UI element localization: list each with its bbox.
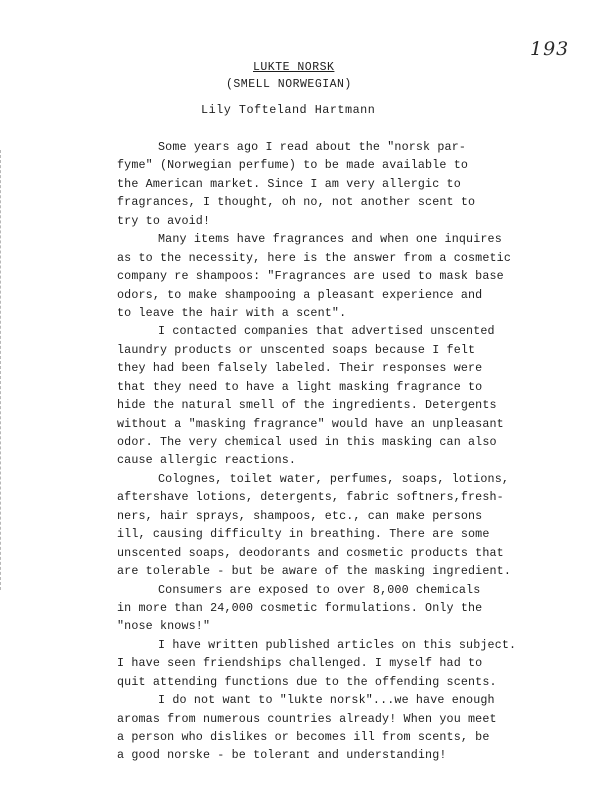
binder-mark bbox=[0, 150, 6, 590]
body-line: aromas from numerous countries already! When you meet bbox=[117, 711, 497, 726]
body-text bbox=[117, 138, 517, 765]
body-line: as to the necessity, here is the answer from a cosmetic bbox=[117, 250, 511, 265]
body-line: ill, causing difficulty in breathing. There are some bbox=[117, 527, 490, 542]
body-line: I contacted companies that advertised unscented bbox=[158, 324, 495, 339]
body-line: a good norske - be tolerant and understanding! bbox=[117, 748, 447, 763]
body-line: quit attending functions due to the offending scents. bbox=[117, 674, 497, 689]
document-title: LUKTE NORSK bbox=[253, 61, 335, 74]
body-line: Consumers are exposed to over 8,000 chemicals bbox=[158, 582, 481, 597]
body-line: laundry products or unscented soaps because I felt bbox=[117, 342, 476, 357]
body-line: Colognes, toilet water, perfumes, soaps, lotions, bbox=[158, 471, 510, 486]
body-line: fyme" (Norwegian perfume) to be made available to bbox=[117, 158, 469, 173]
body-line: hide the natural smell of the ingredients. Detergents bbox=[117, 398, 497, 413]
document-author: Lily Tofteland Hartmann bbox=[201, 103, 376, 117]
body-line: in more than 24,000 cosmetic formulations. Only the bbox=[117, 600, 483, 615]
body-line: try to avoid! bbox=[117, 213, 211, 228]
body-line: a person who dislikes or becomes ill from scents, be bbox=[117, 730, 490, 744]
body-line: are tolerable - but be aware of the masking ingredient. bbox=[117, 564, 511, 579]
body-line: company re shampoos: "Fragrances are used to mask base bbox=[117, 269, 504, 284]
body-line: "nose knows!" bbox=[117, 619, 211, 634]
body-line: fragrances, I thought, oh no, not another scent to bbox=[117, 195, 476, 210]
body-line: odor. The very chemical used in this masking can also bbox=[117, 435, 497, 449]
body-line: to leave the hair with a scent". bbox=[117, 305, 347, 320]
body-line: the American market. Since I am very allergic to bbox=[117, 176, 461, 191]
body-line: Some years ago I read about the "norsk par- bbox=[158, 140, 467, 154]
page-number: 193 bbox=[530, 38, 570, 60]
body-line: they had been falsely labeled. Their responses were bbox=[117, 361, 483, 376]
body-line: odors, to make shampooing a pleasant experience and bbox=[117, 287, 483, 302]
body-line: I have written published articles on this subject. bbox=[158, 637, 517, 652]
body-line: Many items have fragrances and when one inquires bbox=[158, 232, 502, 247]
body-line: I have seen friendships challenged. I myself had to bbox=[117, 656, 483, 671]
body-line: ners, hair sprays, shampoos, etc., can make persons bbox=[117, 508, 483, 523]
body-line: that they need to have a light masking fragrance to bbox=[117, 379, 483, 394]
body-line: without a "masking fragrance" would have an unpleasant bbox=[117, 416, 504, 431]
body-line: aftershave lotions, detergents, fabric softners,fresh- bbox=[117, 490, 504, 505]
body-line: unscented soaps, deodorants and cosmetic products that bbox=[117, 545, 504, 560]
body-line: cause allergic reactions. bbox=[117, 453, 297, 468]
document-subtitle: (SMELL NORWEGIAN) bbox=[226, 78, 352, 91]
body-line: I do not want to "lukte norsk"...we have enough bbox=[158, 693, 495, 708]
